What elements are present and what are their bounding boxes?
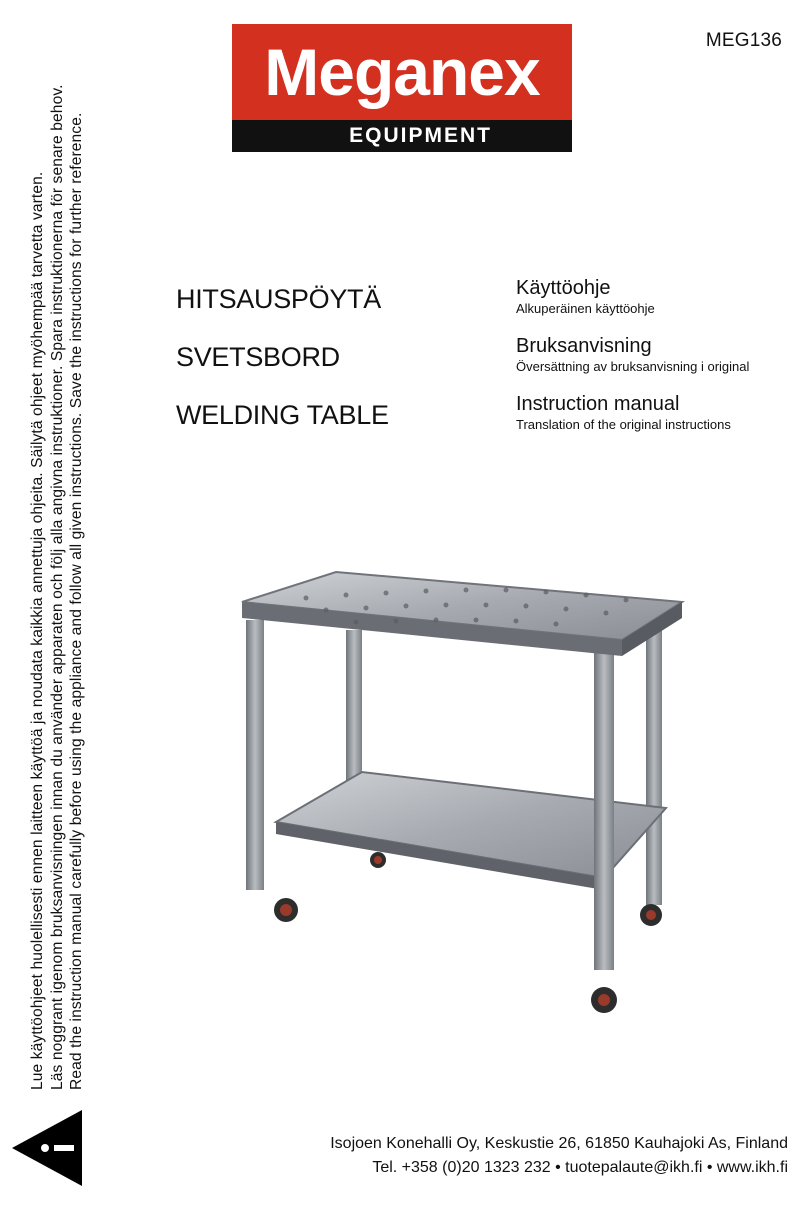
- welding-table-image: [226, 560, 706, 1030]
- manual-subheading: Alkuperäinen käyttöohje: [516, 301, 655, 316]
- safety-line-en: Read the instruction manual carefully before using the appliance and follow all given instructions. Save the instructions for further reference.: [68, 112, 85, 1090]
- title-fi: HITSAUSPÖYTÄ: [176, 284, 381, 314]
- manual-heading: Käyttöohje: [516, 277, 611, 299]
- safety-line-sv: Läs noggrant igenom bruksanvisningen innan du använder apparaten och följ alla angivna instruktioner. Spara instruktionerna för senare behov.: [48, 84, 66, 1090]
- manual-en: [516, 392, 749, 434]
- manual-list: [516, 276, 749, 450]
- manual-subheading: Translation of the original instructions: [516, 417, 731, 432]
- manual-subheading: Översättning av bruksanvisning i original: [516, 359, 750, 374]
- title-en: WELDING TABLE: [176, 400, 389, 430]
- manual-sv: [516, 334, 749, 376]
- manual-heading: Bruksanvisning: [516, 335, 652, 357]
- company-address: Isojoen Konehalli Oy, Keskustie 26, 61850 Kauhajoki As, Finland: [330, 1135, 788, 1152]
- product-titles: [176, 270, 389, 444]
- company-footer: [330, 1132, 788, 1180]
- company-contact: Tel. +358 (0)20 1323 232 • tuotepalaute@ikh.fi • www.ikh.fi: [372, 1159, 788, 1176]
- title-sv: SVETSBORD: [176, 342, 340, 372]
- logo-brand-text: Meganex: [264, 35, 540, 109]
- safety-line-fi: Lue käyttöohjeet huolellisesti ennen laitteen käyttöä ja noudata kaikkia annettuja ohjeita. Säilytä ohjeet myöhempää tarvetta varten.: [29, 171, 46, 1090]
- logo-sub-text: EQUIPMENT: [349, 124, 492, 147]
- manual-fi: [516, 276, 749, 318]
- meganex-logo: [232, 24, 572, 152]
- exclamation-triangle-icon: [10, 1110, 84, 1186]
- manual-heading: Instruction manual: [516, 393, 680, 415]
- model-code: MEG136: [705, 30, 782, 51]
- safety-instructions: [28, 10, 87, 1090]
